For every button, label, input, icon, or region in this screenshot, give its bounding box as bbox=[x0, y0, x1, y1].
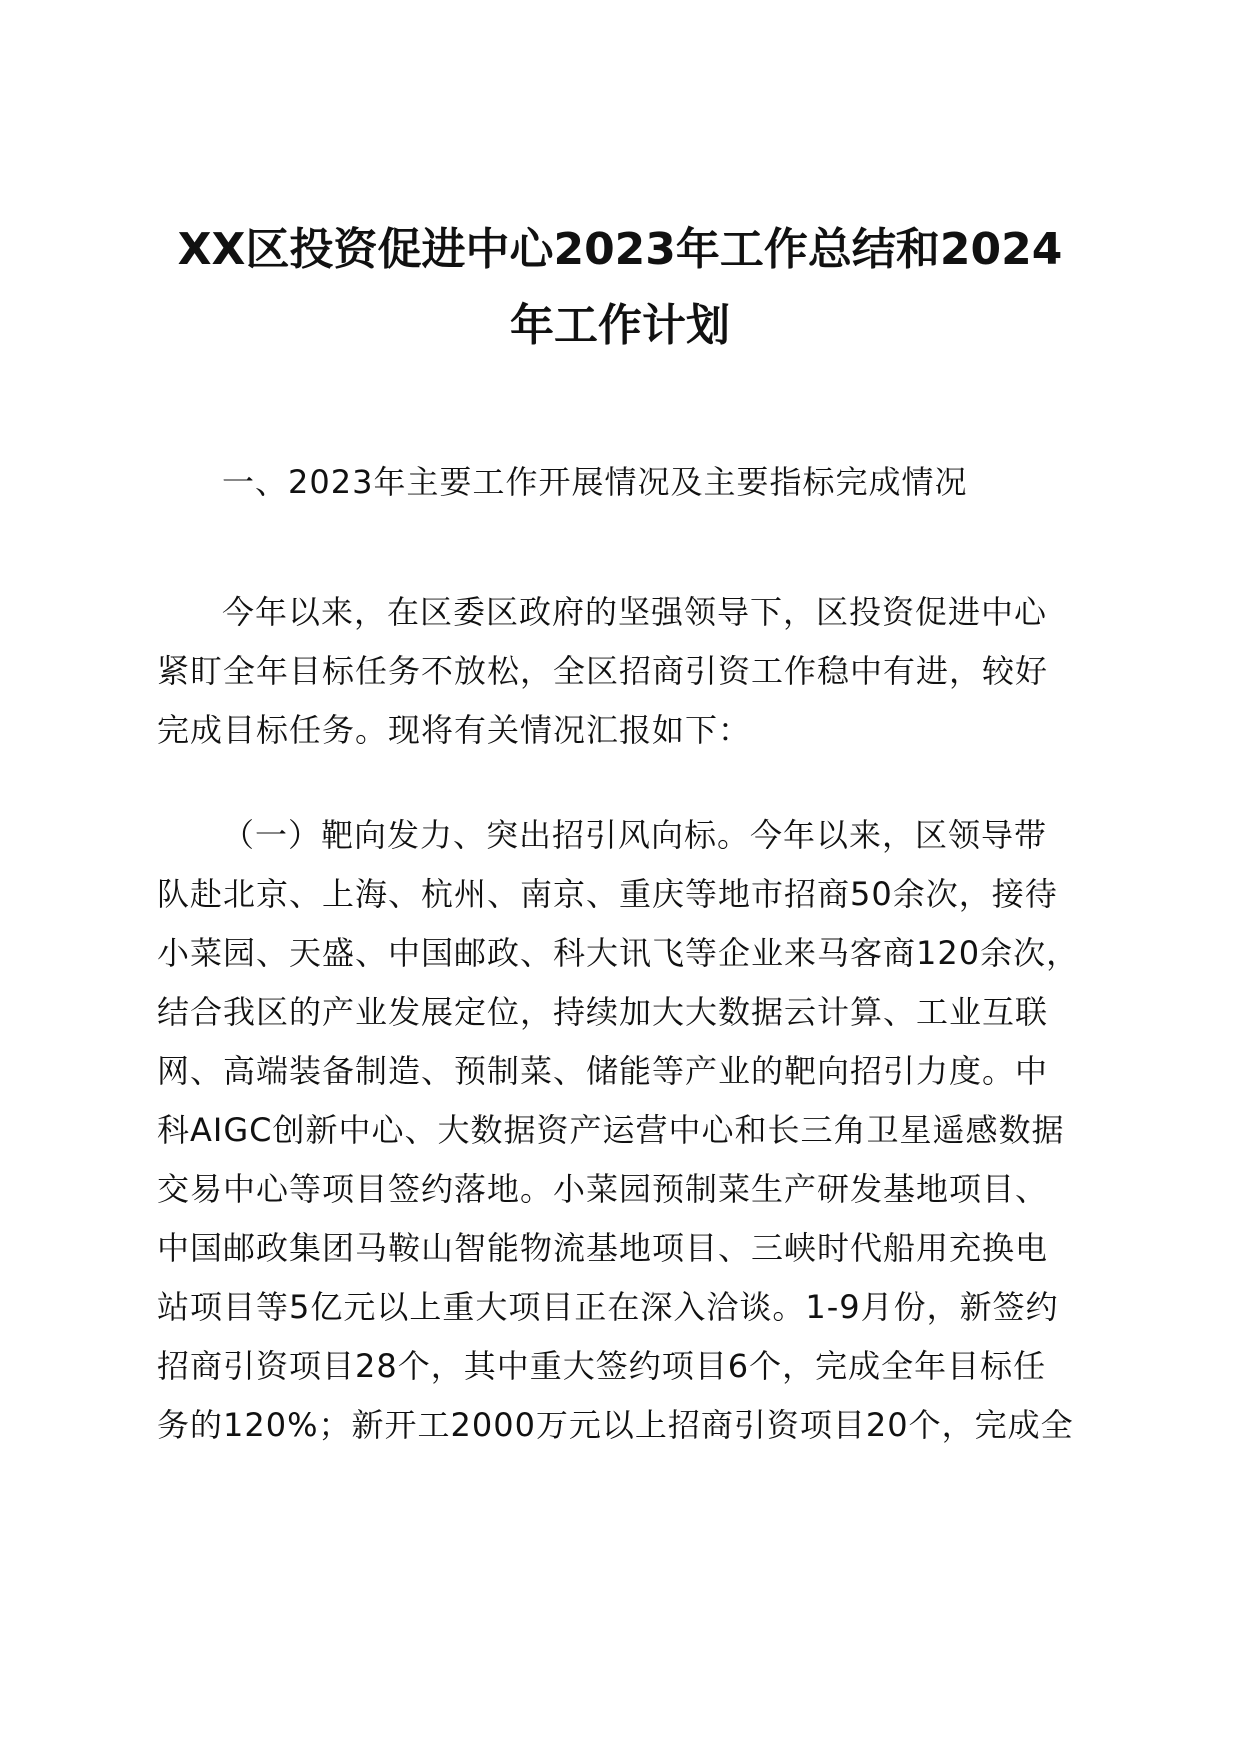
paragraph-line: 科AIGC创新中心、大数据资产运营中心和长三角卫星遥感数据 bbox=[157, 1111, 1065, 1149]
paragraph-line: 交易中心等项目签约落地。小菜园预制菜生产研发基地项目、 bbox=[157, 1170, 1049, 1208]
paragraph-line: 完成目标任务。现将有关情况汇报如下： bbox=[157, 711, 752, 749]
paragraph-line: 小菜园、天盛、中国邮政、科大讯飞等企业来马客商120余次， bbox=[157, 934, 1080, 972]
paragraph-line: 队赴北京、上海、杭州、南京、重庆等地市招商50余次，接待 bbox=[157, 875, 1058, 913]
paragraph-line: 招商引资项目28个，其中重大签约项目6个，完成全年目标任 bbox=[157, 1347, 1047, 1385]
paragraph-line: 务的120%；新开工2000万元以上招商引资项目20个，完成全 bbox=[157, 1406, 1074, 1444]
title-line-2: 年工作计划 bbox=[510, 300, 730, 351]
paragraph-line: 今年以来，在区委区政府的坚强领导下，区投资促进中心 bbox=[222, 593, 1048, 631]
paragraph-line: 结合我区的产业发展定位，持续加大大数据云计算、工业互联 bbox=[157, 993, 1049, 1031]
paragraph-line: 站项目等5亿元以上重大项目正在深入洽谈。1-9月份，新签约 bbox=[157, 1288, 1059, 1326]
paragraph-section-one bbox=[157, 806, 1087, 1455]
title-line-1: XX区投资促进中心2023年工作总结和2024 bbox=[177, 224, 1063, 275]
document-title bbox=[160, 212, 1080, 364]
paragraph-intro bbox=[157, 583, 1087, 760]
paragraph-line: 中国邮政集团马鞍山智能物流基地项目、三峡时代船用充换电 bbox=[157, 1229, 1049, 1267]
paragraph-line: 紧盯全年目标任务不放松，全区招商引资工作稳中有进，较好 bbox=[157, 652, 1049, 690]
paragraph-line: 网、高端装备制造、预制菜、储能等产业的靶向招引力度。中 bbox=[157, 1052, 1049, 1090]
paragraph-line: （一）靶向发力、突出招引风向标。今年以来，区领导带 bbox=[222, 816, 1048, 854]
section-heading: 一、2023年主要工作开展情况及主要指标完成情况 bbox=[222, 463, 968, 501]
